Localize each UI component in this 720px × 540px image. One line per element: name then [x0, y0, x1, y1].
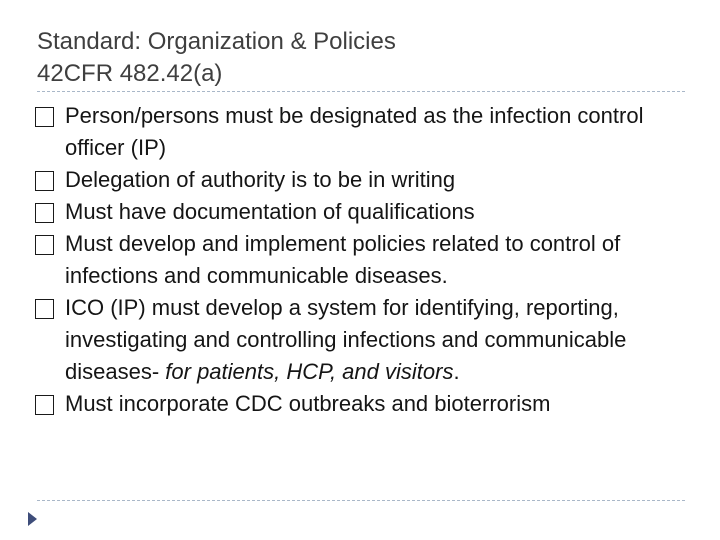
bullet-text: Must develop and implement policies related to control of infections and communicable diseases. — [65, 231, 621, 288]
bullet-text: Must have documentation of qualifications — [65, 199, 475, 224]
bullet-list — [33, 100, 683, 420]
bullet-item — [33, 164, 683, 196]
square-bullet-icon — [35, 171, 54, 191]
bullet-item — [33, 228, 683, 292]
bullet-text: Must incorporate CDC outbreaks and bioterrorism — [65, 391, 551, 416]
bullet-item — [33, 196, 683, 228]
slide-title — [37, 26, 677, 90]
bullet-text: Delegation of authority is to be in writing — [65, 167, 456, 192]
slide-title-line-2: 42CFR 482.42(a) — [37, 60, 223, 87]
bullet-item — [33, 100, 683, 164]
footer-divider — [37, 500, 685, 501]
slide-title-line-1: Standard: Organization & Policies — [37, 28, 396, 55]
bullet-tail-text: . — [453, 359, 460, 384]
square-bullet-icon — [35, 203, 54, 223]
square-bullet-icon — [35, 395, 54, 415]
title-divider — [37, 91, 685, 92]
bullet-emphasis-text: for patients, HCP, and visitors — [165, 359, 454, 384]
square-bullet-icon — [35, 299, 54, 319]
play-arrow-icon[interactable] — [28, 512, 37, 526]
bullet-item — [33, 292, 683, 388]
bullet-text: Person/persons must be designated as the infection control officer (IP) — [65, 103, 644, 160]
square-bullet-icon — [35, 235, 54, 255]
bullet-text: ICO (IP) must develop a system for identifying, reporting, investigating and controlling infections and communicable diseases- — [65, 295, 627, 384]
bullet-item — [33, 388, 683, 420]
square-bullet-icon — [35, 107, 54, 127]
